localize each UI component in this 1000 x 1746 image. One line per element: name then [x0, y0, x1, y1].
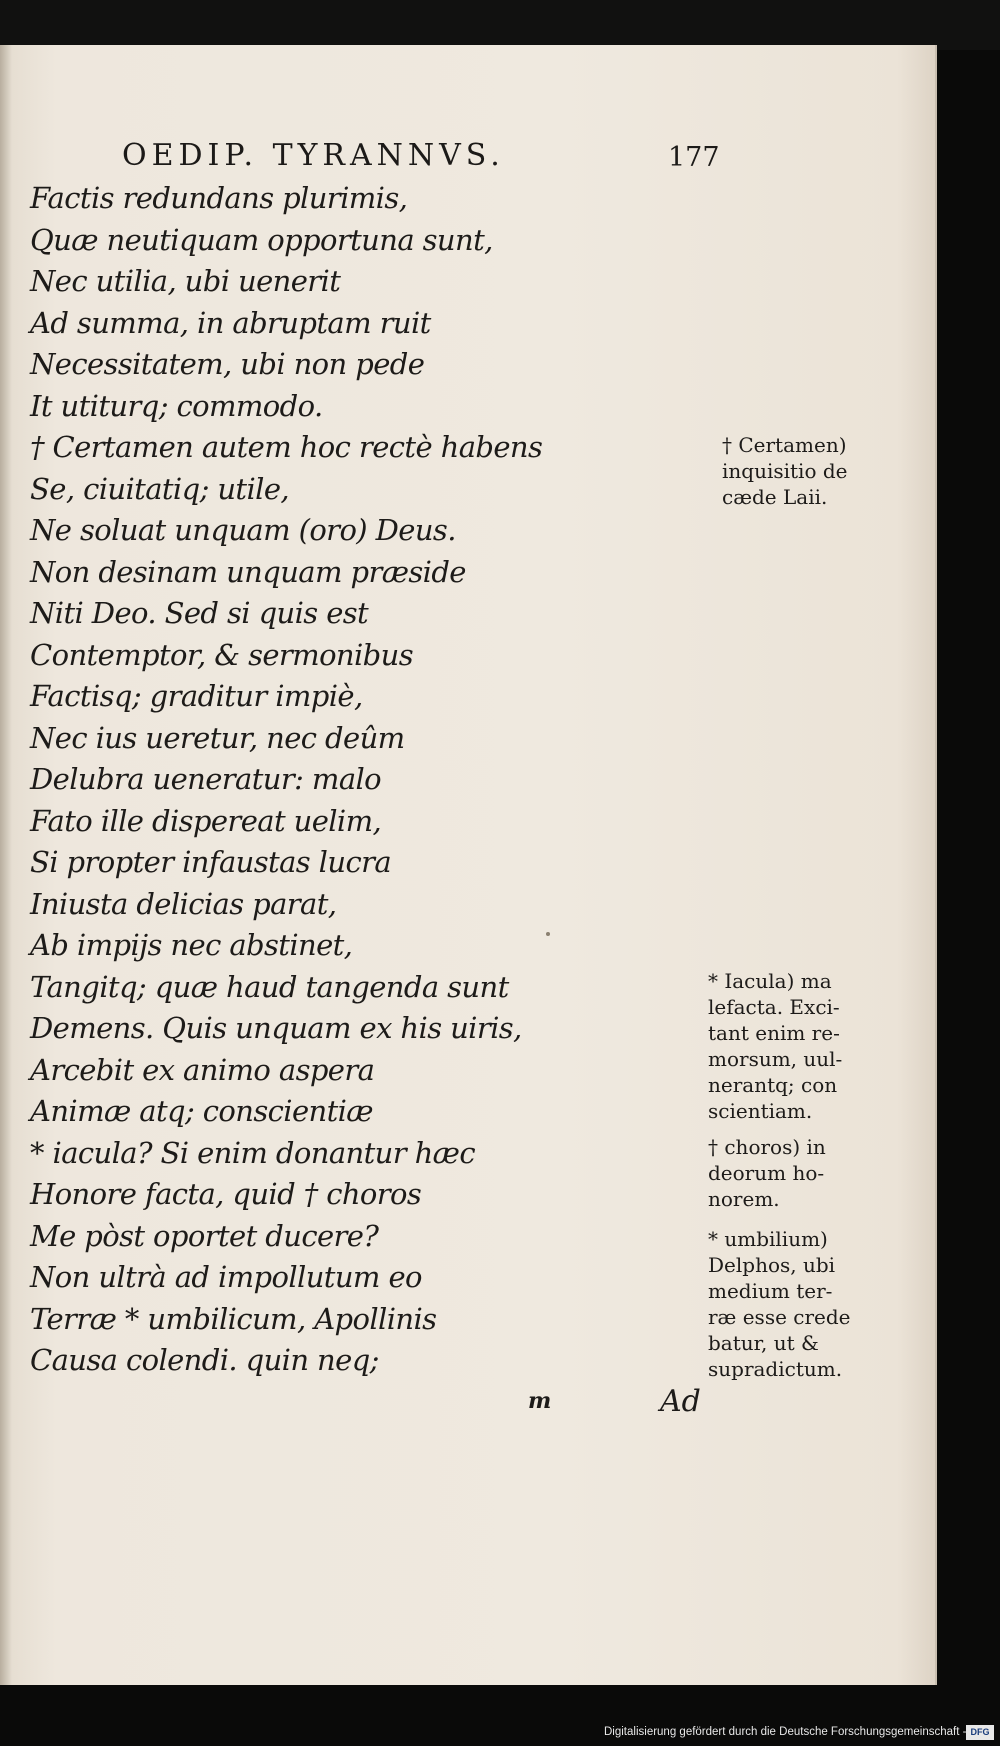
note-line: deorum ho-: [708, 1161, 825, 1185]
running-head: OEDIP. TYRANNVS.: [122, 138, 505, 173]
note-line: inquisitio de: [722, 459, 848, 483]
verse-line: Arcebit ex animo aspera: [30, 1052, 375, 1087]
verse-line: Nec utilia, ubi uenerit: [30, 264, 341, 298]
verse-line: Me pòst oportet ducere?: [30, 1218, 379, 1253]
note-line: batur, ut &: [708, 1331, 819, 1355]
verse-line: Nec ius ueretur, nec deûm: [30, 720, 405, 755]
verse-line: Ne soluat unquam (oro) Deus.: [30, 513, 456, 547]
paper-speck: [546, 932, 550, 936]
scan-background-top: [0, 0, 1000, 50]
marginal-note-certamen: [722, 432, 848, 510]
verse-line: Iniusta delicias parat,: [30, 886, 337, 921]
note-line: supradictum.: [708, 1357, 843, 1381]
note-line: ræ esse crede: [708, 1305, 851, 1329]
page-gutter-shadow: [0, 45, 12, 1685]
note-line: morsum, uul-: [708, 1047, 843, 1071]
verse-line: Quæ neutiquam opportuna sunt,: [30, 222, 493, 257]
verse-line: Honore facta, quid † choros: [30, 1177, 422, 1211]
verse-line: Factisq; graditur impiè,: [30, 679, 363, 713]
verse-line: Causa colendi. quin neq;: [30, 1343, 379, 1377]
note-line: medium ter-: [708, 1279, 833, 1303]
verse-line: Necessitatem, ubi non pede: [30, 347, 425, 381]
note-line: cæde Laii.: [722, 485, 828, 509]
note-line: lefacta. Exci-: [708, 995, 840, 1019]
verse-line: * iacula? Si enim donantur hæc: [30, 1135, 475, 1170]
verse-line: Animæ atq; conscientiæ: [30, 1094, 373, 1128]
verse-line: Niti Deo. Sed si quis est: [30, 596, 369, 630]
verse-line: † Certamen autem hoc rectè habens: [30, 430, 543, 464]
verse-line: Fato ille dispereat uelim,: [30, 803, 382, 838]
note-line: scientiam.: [708, 1099, 813, 1123]
verse-line: It utiturq; commodo.: [30, 388, 323, 423]
marginal-note-choros: [708, 1134, 826, 1212]
note-line: norem.: [708, 1187, 780, 1211]
verse-line: Demens. Quis unquam ex his uiris,: [30, 1011, 522, 1045]
verse-text-block: [30, 178, 542, 1382]
note-line: nerantq; con: [708, 1073, 838, 1097]
marginal-note-umbilium: [708, 1226, 851, 1382]
verse-line: Non ultrà ad impollutum eo: [30, 1260, 422, 1294]
verse-line: Si propter infaustas lucra: [30, 845, 392, 879]
note-line: tant enim re-: [708, 1021, 840, 1045]
verse-line: Factis redundans plurimis,: [30, 181, 408, 215]
verse-line: Tangitq; quæ haud tangenda sunt: [30, 969, 509, 1004]
note-line: * Iacula) ma: [708, 969, 832, 993]
note-line: † choros) in: [708, 1135, 826, 1159]
dfg-logo-icon: DFG: [966, 1725, 994, 1740]
digitization-credit: Digitalisierung gefördert durch die Deutsche Forschungsgemeinschaft -: [604, 1726, 967, 1738]
note-line: * umbilium): [708, 1227, 828, 1251]
verse-line: Ab impijs nec abstinet,: [30, 928, 353, 962]
verse-line: Non desinam unquam præside: [30, 554, 466, 589]
verse-line: Delubra ueneratur: malo: [30, 762, 382, 796]
catchword: Ad: [660, 1384, 701, 1419]
verse-line: Se, ciuitatiq; utile,: [30, 471, 290, 506]
note-line: Delphos, ubi: [708, 1253, 836, 1277]
marginal-note-iacula: [708, 968, 842, 1124]
verse-line: Contemptor, & sermonibus: [30, 637, 414, 672]
note-line: † Certamen): [722, 433, 847, 457]
verse-line: Terræ * umbilicum, Apollinis: [30, 1301, 437, 1336]
signature-mark: m: [528, 1388, 552, 1414]
page-number: 177: [668, 142, 720, 173]
verse-line: Ad summa, in abruptam ruit: [30, 305, 431, 340]
